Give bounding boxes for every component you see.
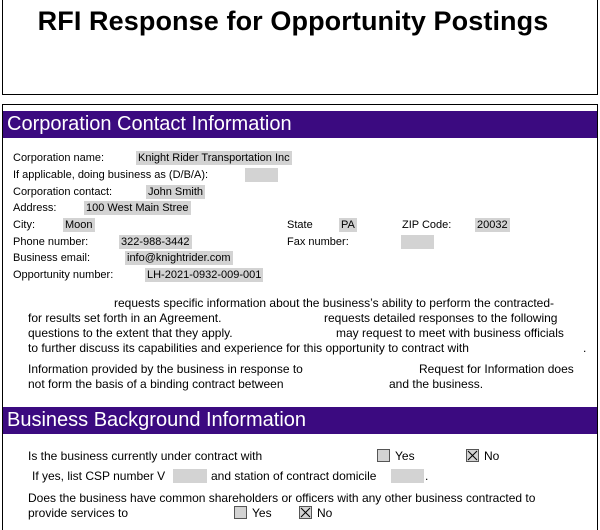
q2-no-label: No (317, 506, 333, 520)
para2-line1a: Information provided by the business in response to (28, 362, 303, 376)
q2-text-line2: provide services to (28, 506, 129, 520)
phone-field[interactable]: 322-988-3442 (121, 236, 190, 248)
station-field[interactable] (391, 469, 424, 483)
para2-line2b: and the business. (389, 377, 484, 391)
document-title: RFI Response for Opportunity Postings (37, 6, 549, 36)
state-label: State (287, 219, 313, 231)
para1-line1: requests specific information about the business’s ability to perform the contracted- (114, 296, 555, 310)
opportunity-field[interactable]: LH-2021-0932-009-001 (147, 269, 262, 281)
address-field[interactable]: 100 West Main Stree (86, 202, 189, 214)
form-body (2, 104, 598, 530)
fax-label: Fax number: (287, 236, 349, 248)
phone-label: Phone number: (13, 236, 89, 248)
para1-line3a: questions to the extent that they apply. (28, 326, 233, 340)
csp-text-b: and station of contract domicile (211, 469, 377, 483)
state-field[interactable]: PA (341, 219, 355, 231)
dba-label: If applicable, doing business as (D/B/A): (13, 169, 209, 181)
q1-yes-checkbox[interactable] (377, 449, 390, 462)
para1-line3b: may request to meet with business officials (336, 326, 564, 340)
zip-label: ZIP Code: (402, 219, 452, 231)
q2-yes-checkbox[interactable] (234, 506, 247, 519)
q2-no-checkbox[interactable] (299, 506, 312, 519)
title-box (2, 0, 598, 95)
csp-text-a: If yes, list CSP number V (32, 469, 166, 483)
dba-field[interactable] (245, 168, 278, 182)
city-label: City: (13, 219, 35, 231)
para1-line4: to further discuss its capabilities and experience for this opportunity to contract with (28, 341, 469, 355)
para2-line2a: not form the basis of a binding contract between (28, 377, 284, 391)
fax-field[interactable] (401, 235, 434, 249)
city-field[interactable]: Moon (65, 219, 93, 231)
q1-text: Is the business currently under contract with (28, 449, 263, 463)
q2-yes-label: Yes (252, 506, 272, 520)
corp-name-field[interactable]: Knight Rider Transportation Inc (138, 152, 290, 164)
q1-no-checkbox[interactable] (466, 449, 479, 462)
para1-line4-period: . (583, 341, 587, 355)
q2-text-line1: Does the business have common shareholders or officers with any other business contracted to (28, 491, 536, 505)
q1-no-label: No (484, 449, 500, 463)
address-label: Address: (13, 202, 57, 214)
contact-label: Corporation contact: (13, 186, 113, 198)
csp-number-field[interactable] (173, 469, 207, 483)
contact-field[interactable]: John Smith (148, 186, 204, 198)
q1-yes-label: Yes (395, 449, 415, 463)
email-label: Business email: (13, 252, 91, 264)
para2-line1b: Request for Information does (419, 362, 574, 376)
email-field[interactable]: info@knightrider.com (127, 252, 231, 264)
section-heading-background: Business Background Information (3, 407, 597, 434)
corp-name-label: Corporation name: (13, 152, 105, 164)
para1-line2a: for results set forth in an Agreement. (28, 311, 222, 325)
zip-field[interactable]: 20032 (477, 219, 508, 231)
para1-line2b: requests detailed responses to the following (324, 311, 558, 325)
checked-x-icon (300, 507, 311, 518)
checked-x-icon (467, 450, 478, 461)
opportunity-label: Opportunity number: (13, 269, 114, 281)
csp-text-c: . (425, 469, 429, 483)
section-heading-contact: Corporation Contact Information (3, 111, 597, 138)
